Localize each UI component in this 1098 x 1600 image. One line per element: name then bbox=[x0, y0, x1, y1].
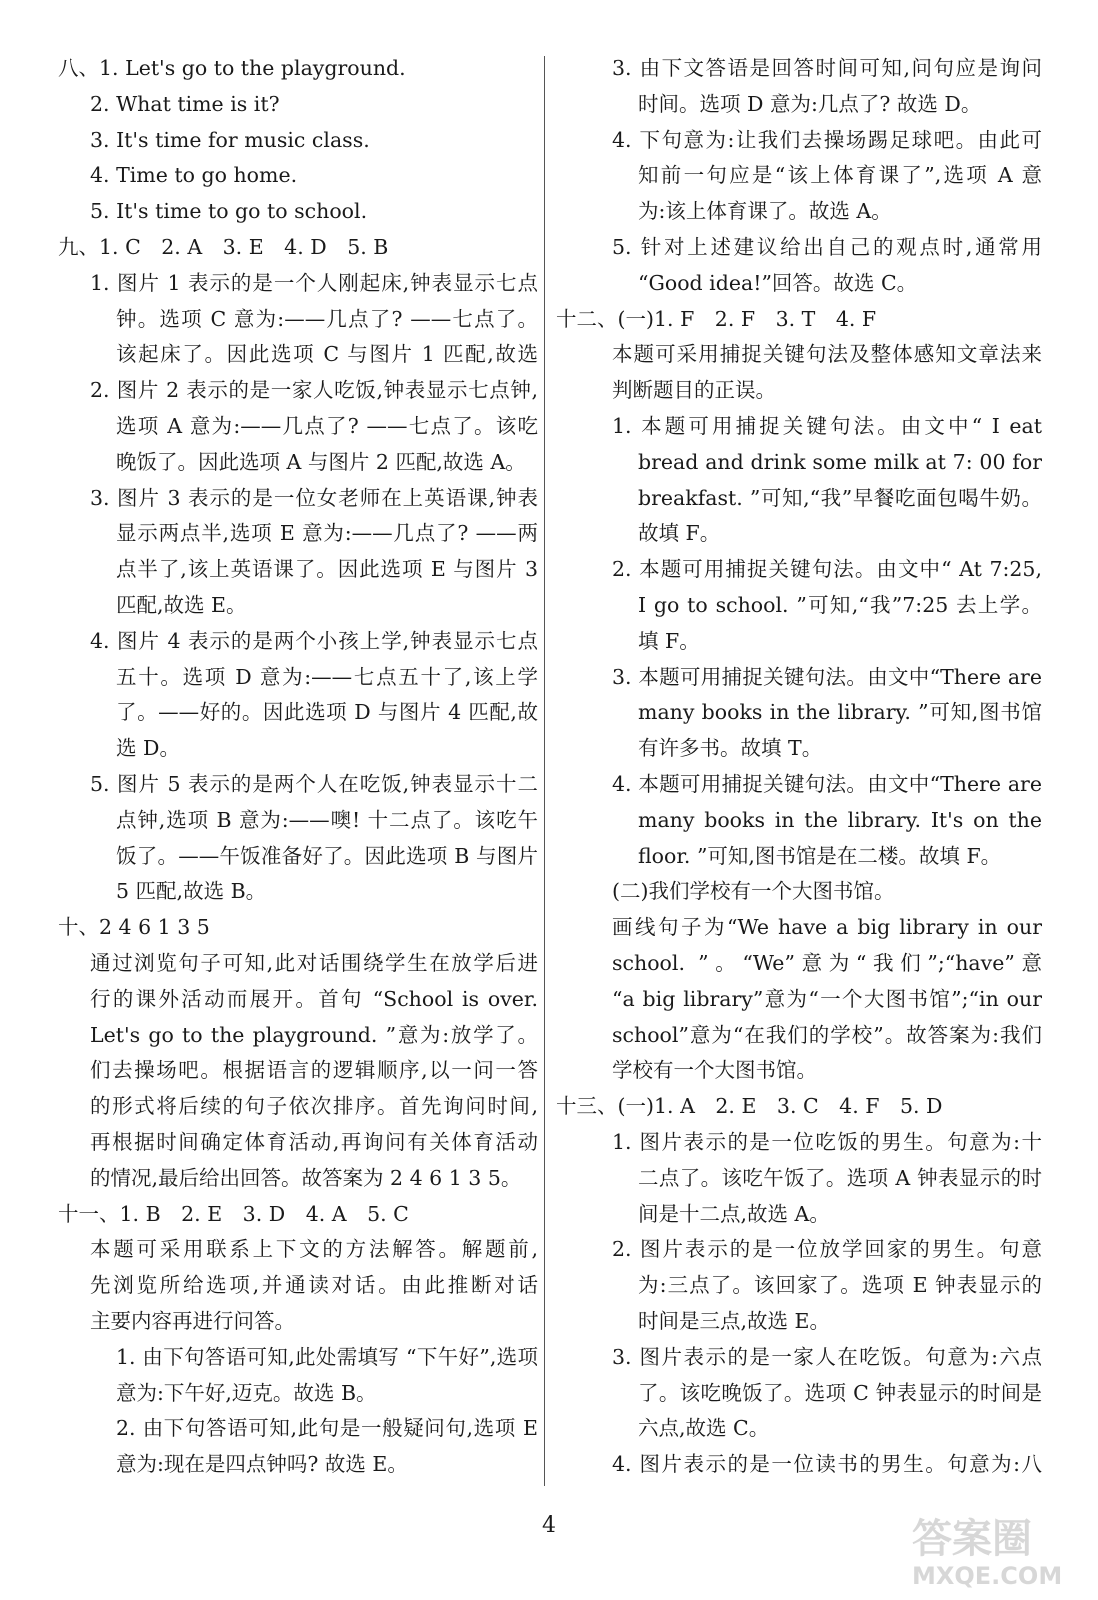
text-line: 知前一句应是“该上体育课了”,选项 A 意 bbox=[638, 163, 1042, 188]
text-line: 画线句子为“We have a big library in our bbox=[612, 915, 1042, 940]
text-line: bread and drink some milk at 7: 00 for bbox=[638, 449, 1042, 474]
text-line: 5 匹配,故选 B。 bbox=[116, 879, 267, 904]
text-line: 判断题目的正误。 bbox=[612, 378, 776, 403]
watermark-text-url: MXQE.COM bbox=[912, 1562, 1063, 1590]
text-line: 5. 针对上述建议给出自己的观点时,通常用 bbox=[612, 235, 1042, 259]
text-line: 4. 下句意为:让我们去操场踢足球吧。由此可 bbox=[612, 127, 1042, 152]
text-line: 2. 图片表示的是一位放学回家的男生。句意 bbox=[612, 1237, 1042, 1262]
text-line: 填 F。 bbox=[638, 628, 700, 653]
watermark-text-main: 答案圈 bbox=[912, 1516, 1032, 1562]
text-line: 通过浏览句子可知,此对话围绕学生在放学后进 bbox=[90, 951, 538, 975]
text-line: 3. 图片表示的是一家人在吃饭。句意为:六点 bbox=[612, 1344, 1042, 1369]
text-line: 3. 图片 3 表示的是一位女老师在上英语课,钟表 bbox=[90, 485, 538, 510]
text-line: 3. 由下文答语是回答时间可知,问句应是询问 bbox=[612, 56, 1042, 80]
text-line: I go to school. ”可知,“我”7:25 去上学。 bbox=[638, 593, 1042, 617]
text-line: 十一、1. B 2. E 3. D 4. A 5. C bbox=[58, 1201, 409, 1226]
text-line: 有许多书。故填 T。 bbox=[638, 736, 823, 761]
text-line: 时间。选项 D 意为:几点了? 故选 D。 bbox=[638, 91, 982, 116]
text-line: 故填 F。 bbox=[638, 521, 721, 546]
text-line: 匹配,故选 E。 bbox=[116, 593, 247, 617]
text-line: 4. Time to go home. bbox=[90, 163, 298, 188]
text-line: 六点,故选 C。 bbox=[638, 1416, 770, 1441]
text-line: 们去操场吧。根据语言的逻辑顺序,以一问一答 bbox=[90, 1058, 538, 1083]
text-line: (二)我们学校有一个大图书馆。 bbox=[612, 879, 895, 904]
text-line: 1. 由下句答语可知,此处需填写 “下午好”,选项 bbox=[116, 1344, 538, 1369]
text-line: 5. It's time to go to school. bbox=[90, 199, 368, 224]
column-divider bbox=[544, 56, 545, 1486]
text-line: 了。——好的。因此选项 D 与图片 4 匹配,故 bbox=[116, 700, 538, 725]
text-line: 十三、(一)1. A 2. E 3. C 4. F 5. D bbox=[556, 1094, 943, 1119]
text-line: many books in the library. ”可知,图书馆 bbox=[638, 700, 1042, 725]
text-line: 的情况,最后给出回答。故答案为 2 4 6 1 3 5。 bbox=[90, 1165, 522, 1190]
text-line: 1. 图片 1 表示的是一个人刚起床,钟表显示七点 bbox=[90, 270, 538, 295]
text-line: 2. 本题可用捕捉关键句法。由文中“ At 7:25, bbox=[612, 557, 1042, 582]
text-line: 2. 由下句答语可知,此句是一般疑问句,选项 E bbox=[116, 1416, 538, 1441]
text-line: school. ”。“We”意为“我们”;“have”意 bbox=[612, 951, 1042, 975]
text-line: 八、1. Let's go to the playground. bbox=[58, 56, 406, 80]
text-line: 了。该吃晚饭了。选项 C 钟表显示的时间是 bbox=[638, 1380, 1042, 1405]
text-line: 本题可采用捕捉关键句法及整体感知文章法来 bbox=[612, 342, 1042, 367]
text-line: 3. 本题可用捕捉关键句法。由文中“There are bbox=[612, 664, 1042, 689]
text-line: floor. ”可知,图书馆是在二楼。故填 F。 bbox=[638, 843, 1002, 868]
text-line: 4. 本题可用捕捉关键句法。由文中“There are bbox=[612, 772, 1042, 796]
text-line: 时间是三点,故选 E。 bbox=[638, 1309, 830, 1333]
text-line: 九、1. C 2. A 3. E 4. D 5. B bbox=[58, 235, 389, 259]
text-line: 意为:下午好,迈克。故选 B。 bbox=[116, 1380, 377, 1405]
text-line: 二点了。该吃午饭了。选项 A 钟表显示的时 bbox=[638, 1165, 1042, 1190]
text-line: 本题可采用联系上下文的方法解答。解题前, bbox=[90, 1237, 538, 1262]
text-line: 间是十二点,故选 A。 bbox=[638, 1201, 830, 1226]
text-line: Let's go to the playground. ”意为:放学了。 bbox=[90, 1022, 538, 1047]
text-line: “a big library”意为“一个大图书馆”;“in our bbox=[612, 986, 1042, 1011]
text-line: 晚饭了。因此选项 A 与图片 2 匹配,故选 A。 bbox=[116, 449, 526, 474]
text-line: 饭了。——午饭准备好了。因此选项 B 与图片 bbox=[116, 843, 538, 868]
text-line: 选 D。 bbox=[116, 736, 180, 761]
text-line: 为:该上体育课了。故选 A。 bbox=[638, 199, 892, 224]
text-line: 1. 图片表示的是一位吃饭的男生。句意为:十 bbox=[612, 1130, 1042, 1154]
text-line: 4. 图片表示的是一位读书的男生。句意为:八 bbox=[612, 1452, 1042, 1477]
text-line: 该起床了。因此选项 C 与图片 1 匹配,故选 bbox=[116, 342, 538, 367]
text-line: 的形式将后续的句子依次排序。首先询问时间, bbox=[90, 1094, 538, 1119]
text-line: 选项 A 意为:——几点了? ——七点了。该吃 bbox=[116, 414, 538, 438]
text-line: 5. 图片 5 表示的是两个人在吃饭,钟表显示十二 bbox=[90, 772, 538, 796]
text-line: 先浏览所给选项,并通读对话。由此推断对话 bbox=[90, 1273, 538, 1298]
text-line: 为:三点了。该回家了。选项 E 钟表显示的 bbox=[638, 1273, 1042, 1298]
text-line: 4. 图片 4 表示的是两个小孩上学,钟表显示七点 bbox=[90, 628, 538, 653]
watermark-logo bbox=[902, 1508, 1080, 1592]
text-line: 钟。选项 C 意为:——几点了? ——七点了。 bbox=[116, 306, 538, 331]
text-line: 点钟,选项 B 意为:——噢! 十二点了。该吃午 bbox=[116, 807, 538, 832]
text-line: school”意为“在我们的学校”。故答案为:我们 bbox=[612, 1022, 1042, 1047]
text-line: breakfast. ”可知,“我”早餐吃面包喝牛奶。 bbox=[638, 485, 1042, 510]
text-line: 2. 图片 2 表示的是一家人吃饭,钟表显示七点钟, bbox=[90, 378, 538, 403]
text-line: 意为:现在是四点钟吗? 故选 E。 bbox=[116, 1452, 408, 1477]
text-line: 显示两点半,选项 E 意为:——几点了? ——两 bbox=[116, 521, 538, 546]
text-line: 点半了,该上英语课了。因此选项 E 与图片 3 bbox=[116, 557, 538, 582]
page-number: 4 bbox=[542, 1513, 556, 1538]
text-line: 学校有一个大图书馆。 bbox=[612, 1058, 817, 1083]
text-line: 2. What time is it? bbox=[90, 91, 280, 116]
text-line: 五十。选项 D 意为:——七点五十了,该上学 bbox=[116, 664, 538, 689]
text-line: 十、2 4 6 1 3 5 bbox=[58, 915, 210, 940]
text-line: 3. It's time for music class. bbox=[90, 127, 370, 152]
text-line: 1. 本题可用捕捉关键句法。由文中“ I eat bbox=[612, 414, 1042, 438]
text-line: many books in the library. It's on the bbox=[638, 807, 1042, 832]
text-line: 行的课外活动而展开。首句 “School is over. bbox=[90, 986, 538, 1011]
text-line: “Good idea!”回答。故选 C。 bbox=[638, 270, 918, 295]
text-line: 主要内容再进行问答。 bbox=[90, 1309, 295, 1333]
text-line: 再根据时间确定体育活动,再询问有关体育活动 bbox=[90, 1130, 538, 1154]
text-line: 十二、(一)1. F 2. F 3. T 4. F bbox=[556, 306, 877, 331]
